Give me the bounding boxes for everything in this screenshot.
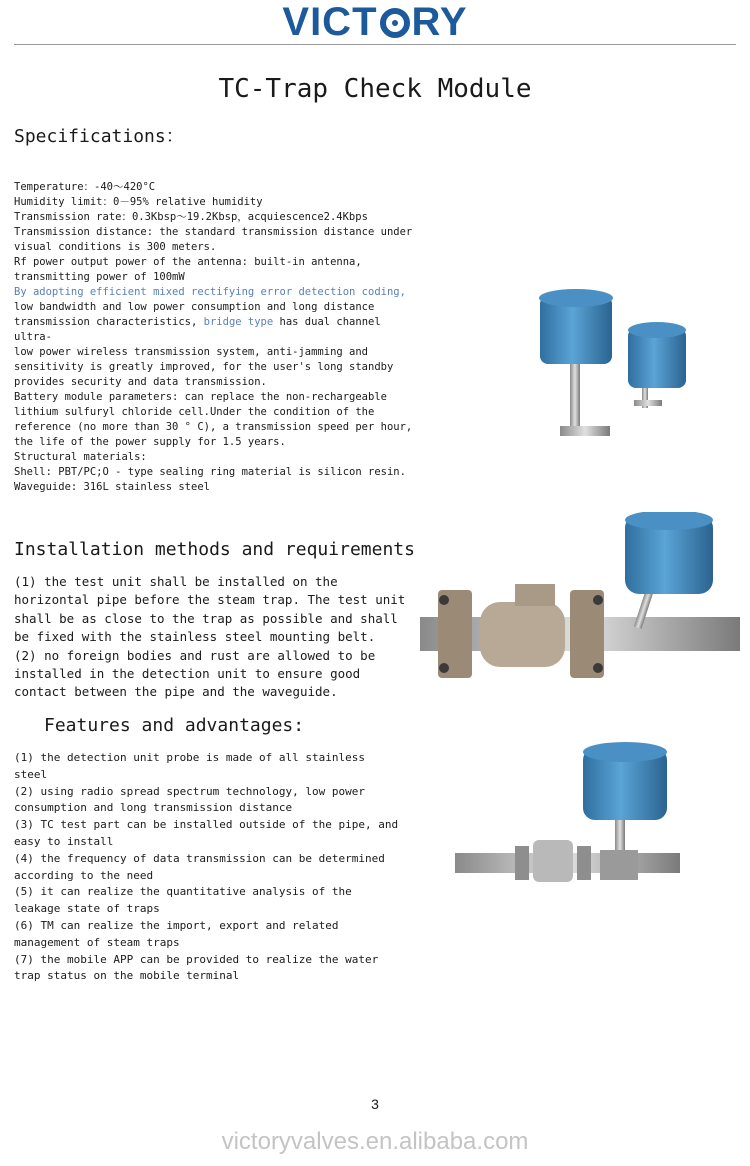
product-photo-features (455, 738, 685, 888)
product-photo-installation (420, 512, 740, 697)
highlight-text: By adopting efficient mixed rectifying error detection coding, (14, 286, 406, 298)
features-text: (1) the detection unit probe is made of all stainless steel (2) using radio spread spectrum technology, low power consumption and long transmission distance (3) TC test part can be installed outside of the pipe, and easy to install (4) the frequency of data transmission can be determined according to the need (5) it can realize the quantitative analysis of the leakage state of traps (6) TM can realize the import, export and related management of steam traps (7) the mobile APP can be provided to realize the water trap status on the mobile terminal (14, 751, 399, 983)
product-photo-modules (530, 286, 700, 446)
specifications-text: Temperature：-40～420°C Humidity limit：0－95% relative humidity Transmission rate：0.3Kbsp～19.2Kbsp，acquiescence2.4Kbps Transmission distance: the standard transmission distance under visual conditions is 300 meters. Rf power output power of the antenna: built-in antenna, transmitting power of 100mW By adopting efficient mixed rectifying error detection coding, low bandwidth and low power consumption and long distance transmission characteristics, bridge type has dual channel ultra- low power wireless transmission system, anti-jamming and sensitivity is greatly improved, for the user's long standby provides security and data transmission. Battery module parameters: can replace the non-rechargeable lithium sulfuryl chloride cell.Under the condition of the reference (no more than 30 ° C), a transmission speed per hour, the life of the power supply for 1.5 years. Structural materials: Shell: PBT/PC;O - type sealing ring material is silicon resin. Waveguide: 316L stainless steel (14, 180, 424, 495)
features-heading: Features and advantages: (44, 715, 305, 736)
page-number: 3 (371, 1096, 379, 1112)
header-divider (14, 44, 736, 45)
highlight-text: bridge type (203, 316, 274, 328)
gear-o-icon (380, 8, 410, 38)
brand-logo: VICT RY (282, 0, 468, 44)
specifications-heading: Specifications： (14, 126, 184, 147)
footer-watermark: victoryvalves.en.alibaba.com (221, 1128, 529, 1155)
installation-heading: Installation methods and requirements (14, 539, 415, 560)
installation-text: (1) the test unit shall be installed on the horizontal pipe before the steam trap. The test unit shall be as close to the trap as possible and shall be fixed with the stainless steel mounting belt. (2) no foreign bodies and rust are allowed to be installed in the detection unit to ensure good contact between the pipe and the waveguide. (14, 574, 406, 700)
page-title: TC-Trap Check Module (218, 74, 532, 104)
